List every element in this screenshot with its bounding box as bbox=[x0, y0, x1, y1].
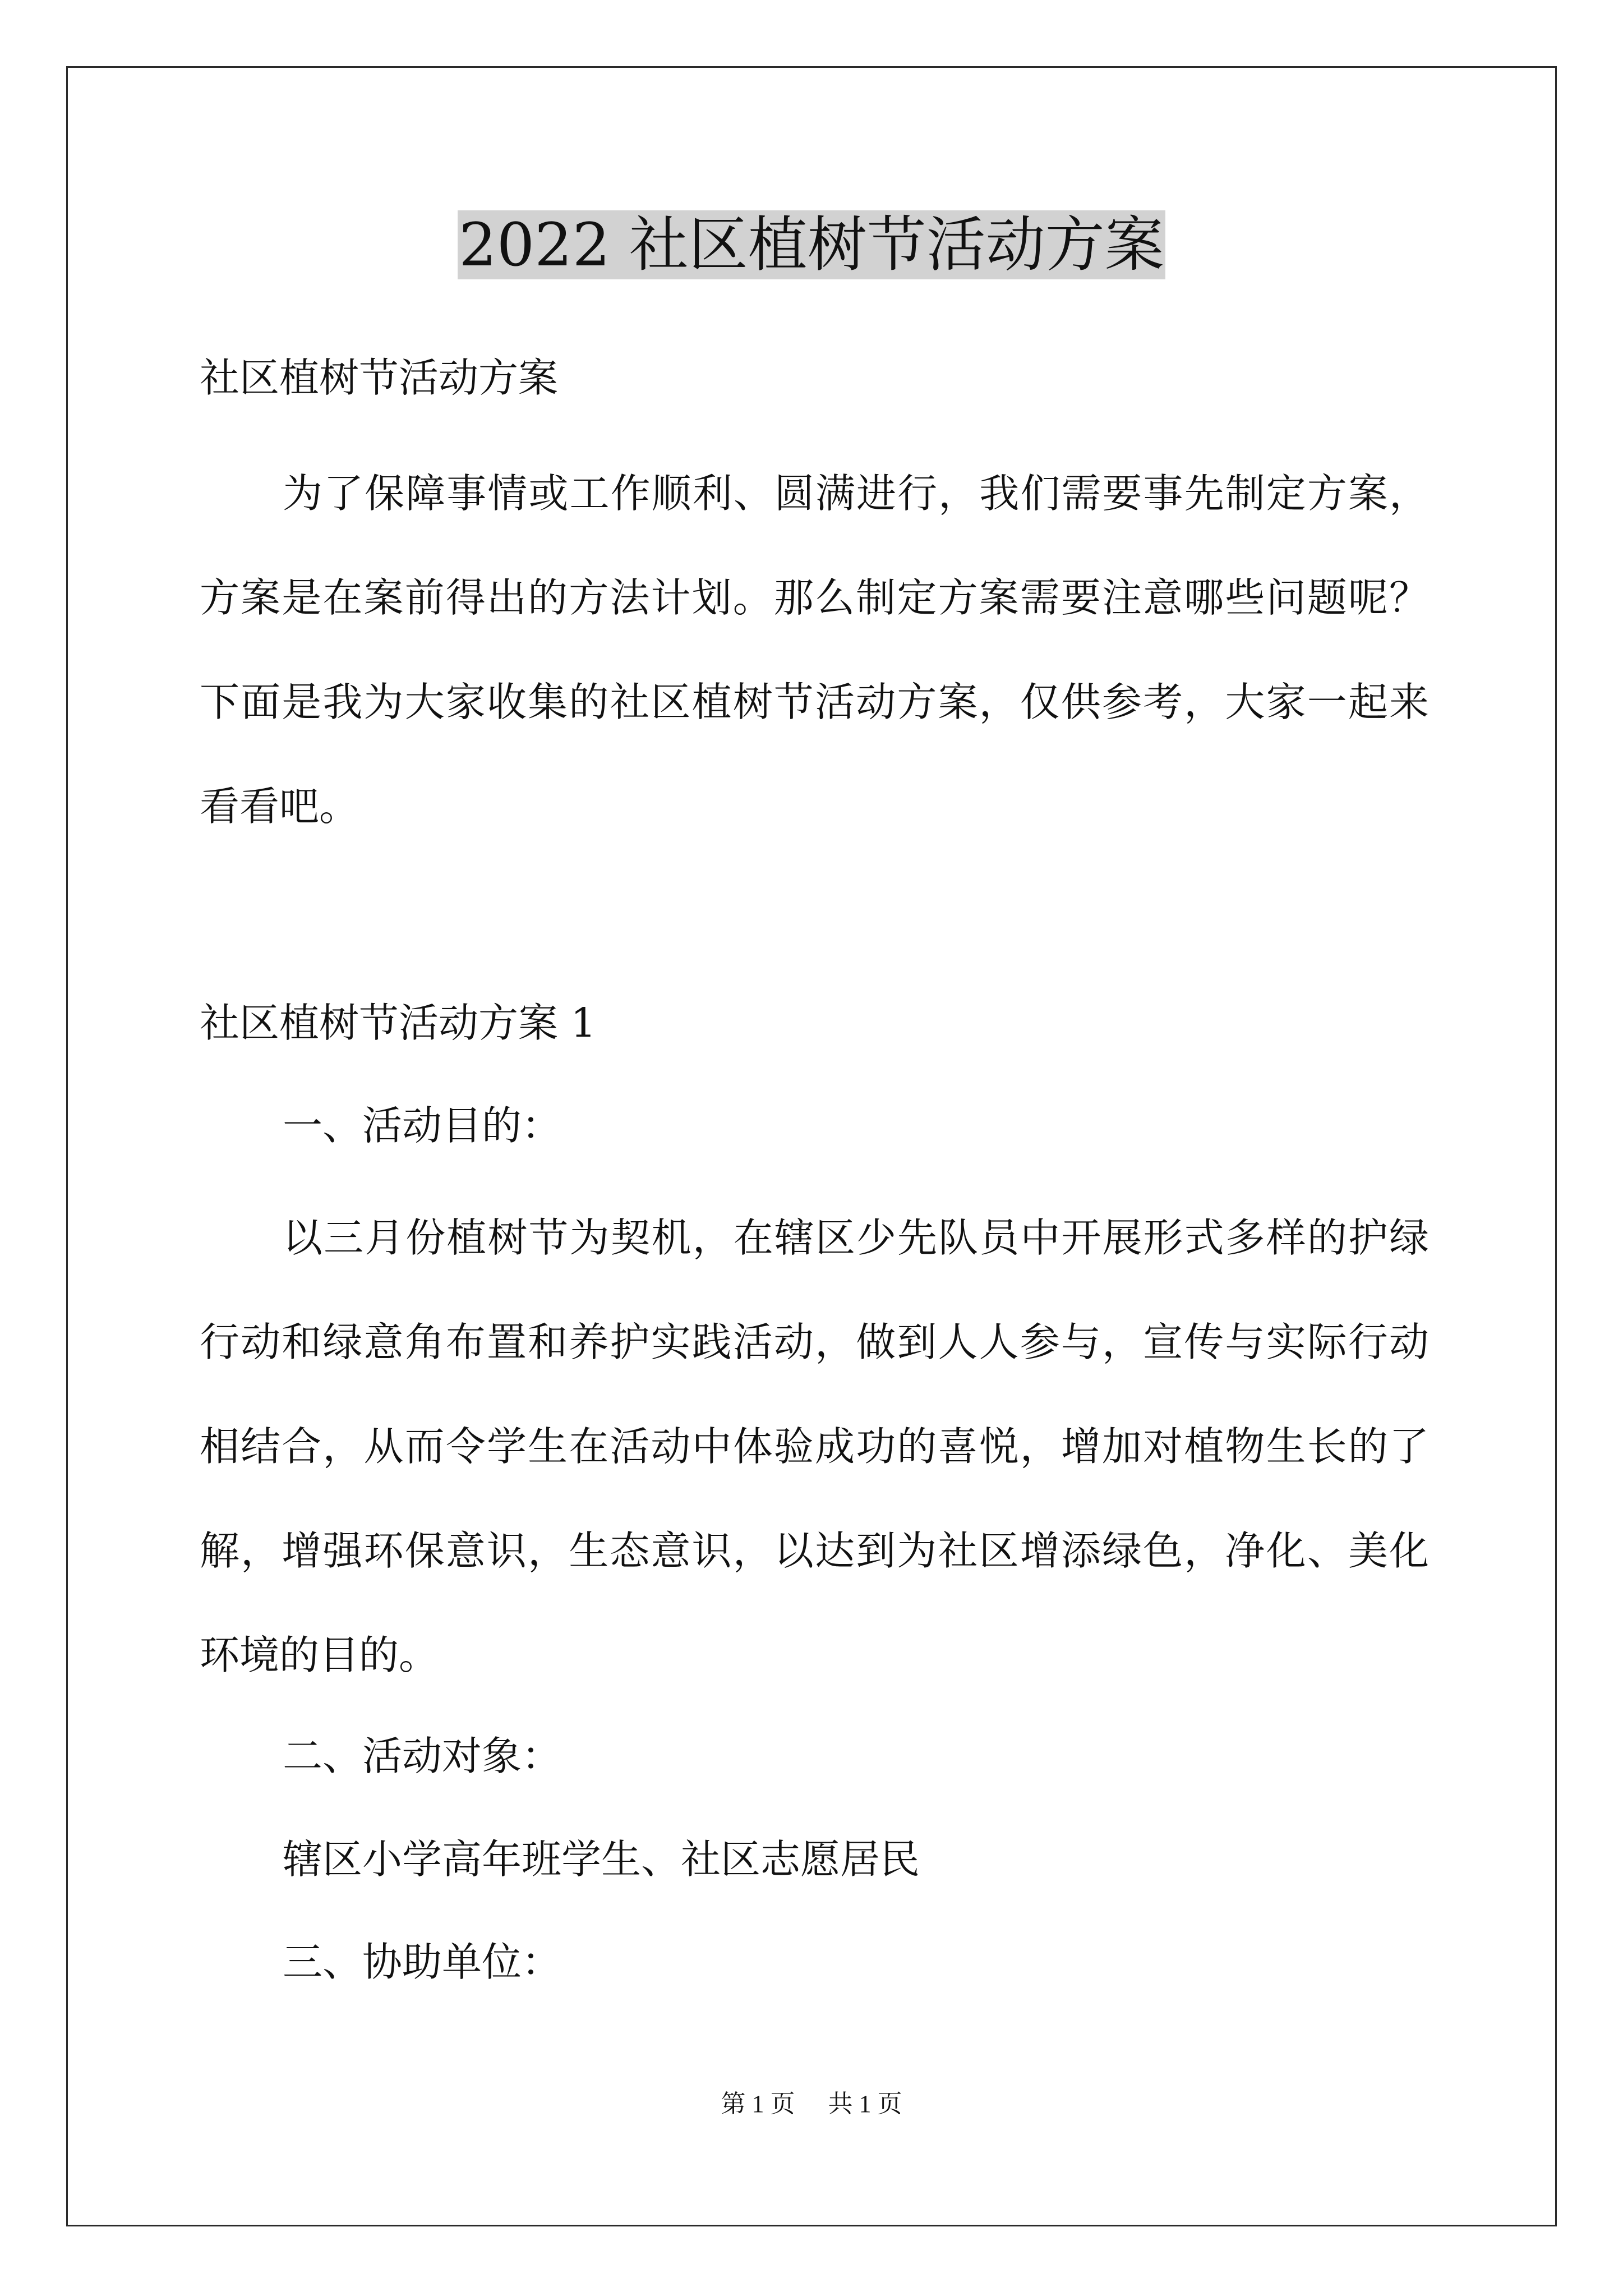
document-title-text: 2022 社区植树节活动方案 bbox=[459, 210, 1164, 279]
page-number: 第 1 页 bbox=[721, 2090, 795, 2118]
heading-targets: 二、活动对象： bbox=[283, 1733, 562, 1779]
heading-purpose: 一、活动目的： bbox=[283, 1102, 562, 1149]
page-footer bbox=[0, 2085, 1623, 2124]
intro-paragraph: 为了保障事情或工作顺利、圆满进行，我们需要事先制定方案，方案是在案前得出的方法计划。那么制定方案需要注意哪些问题呢？下面是我为大家收集的社区植树节活动方案，仅供参考，大家一起来看看吧。 bbox=[200, 470, 1429, 830]
subtitle: 社区植树节活动方案 bbox=[200, 355, 559, 401]
purpose-paragraph: 以三月份植树节为契机，在辖区少先队员中开展形式多样的护绿行动和绿意角布置和养护实践活动，做到人人参与，宣传与实际行动相结合，从而令学生在活动中体验成功的喜悦，增加对植物生长的了解，增强环保意识，生态意识，以达到为社区增添绿色，净化、美化环境的目的。 bbox=[200, 1214, 1429, 1678]
page-total: 共 1 页 bbox=[828, 2090, 902, 2118]
heading-partners: 三、协助单位： bbox=[283, 1939, 562, 1985]
targets-text: 辖区小学高年班学生、社区志愿居民 bbox=[283, 1836, 920, 1883]
section-title: 社区植树节活动方案 1 bbox=[200, 1000, 596, 1046]
document-title bbox=[0, 203, 1623, 287]
